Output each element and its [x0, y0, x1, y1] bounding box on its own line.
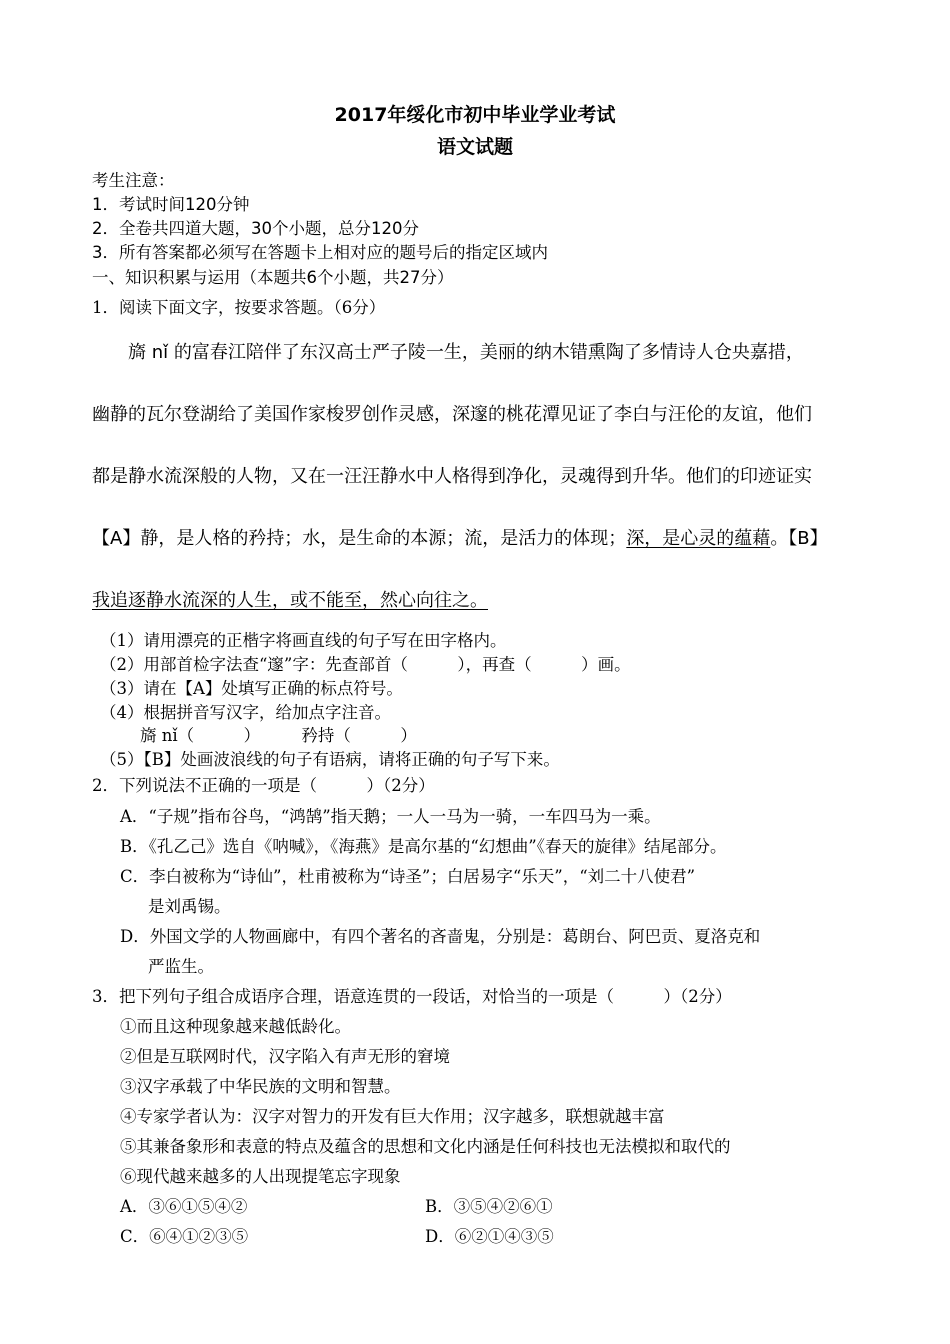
sentence-item: ②但是互联网时代，汉字陷入有声无形的窘境 — [120, 1047, 450, 1066]
passage-line: 幽静的瓦尔登湖给了美国作家梭罗创作灵感，深邃的桃花潭见证了李白与汪伦的友谊，他们 — [92, 404, 812, 425]
option-c-continued: 是刘禹锡。 — [148, 897, 231, 916]
underlined-sentence: 深，是心灵的蕴藉 — [626, 528, 771, 549]
sub-question: （2）用部首检字法查“邃”字：先查部首（ ），再查（ ）画。 — [100, 655, 631, 674]
option-b: B．③⑤④②⑥① — [425, 1197, 553, 1216]
option-a: A．③⑥①⑤④② — [120, 1197, 248, 1216]
question-3-stem: 3．把下列句子组合成语序合理，语意连贯的一段话，对恰当的一项是（ ）（2分） — [92, 987, 732, 1006]
option-c: C．李白被称为“诗仙”，杜甫被称为“诗圣”；白居易字“乐天”，“刘二十八使君” — [120, 867, 696, 886]
notice-item: 3．所有答案都必须写在答题卡上相对应的题号后的指定区域内 — [92, 243, 548, 262]
passage-text: 【A】静，是人格的矜持；水，是生命的本源；流，是活力的体现； — [92, 528, 627, 549]
sentence-item: ①而且这种现象越来越低龄化。 — [120, 1017, 351, 1036]
passage-line: 都是静水流深般的人物，又在一汪汪静水中人格得到净化，灵魂得到升华。他们的印迹证实 — [92, 466, 812, 487]
sub-question: （5）【B】处画波浪线的句子有语病，请将正确的句子写下来。 — [100, 750, 560, 769]
option-a: A．“子规”指布谷鸟，“鸿鹄”指天鹅；一人一马为一骑，一车四马为一乘。 — [120, 807, 661, 826]
notice-item: 2．全卷共四道大题，30个小题，总分120分 — [92, 219, 419, 238]
section-heading: 一、知识积累与运用（本题共6个小题，共27分） — [92, 268, 454, 287]
sentence-item: ③汉字承载了中华民族的文明和智慧。 — [120, 1077, 401, 1096]
sentence-item: ④专家学者认为：汉字对智力的开发有巨大作用；汉字越多，联想就越丰富 — [120, 1107, 665, 1126]
sentence-item: ⑥现代越来越多的人出现提笔忘字现象 — [120, 1167, 401, 1186]
sub-question: （4）根据拼音写汉字，给加点字注音。 — [100, 703, 391, 722]
sentence-item: ⑤其兼备象形和表意的特点及蕴含的思想和文化内涵是任何科技也无法模拟和取代的 — [120, 1137, 731, 1156]
option-b: B．《孔乙己》选自《呐喊》，《海燕》是高尔基的“幻想曲”《春天的旋律》结尾部分。 — [120, 837, 727, 856]
notice-heading: 考生注意： — [92, 171, 175, 190]
exam-subtitle: 语文试题 — [436, 136, 513, 158]
option-d-continued: 严监生。 — [148, 957, 214, 976]
wavy-underlined-sentence: 我追逐静水流深的人生，或不能至，然心向往之。 — [92, 590, 488, 611]
question-2-stem: 2．下列说法不正确的一项是（ ）（2分） — [92, 776, 435, 795]
exam-title: 2017年绥化市初中毕业学业考试 — [334, 104, 616, 126]
pinyin-blanks: 旖 nǐ（ ） 矜持（ ） — [140, 726, 417, 745]
question-1-stem: 1．阅读下面文字，按要求答题。（6分） — [92, 298, 386, 317]
passage-line: 旖 nǐ 的富春江陪伴了东汉高士严子陵一生，美丽的纳木错熏陶了多情诗人仓央嘉措， — [128, 342, 804, 363]
passage-text: 。【B】 — [770, 528, 828, 549]
sub-question: （3）请在【A】处填写正确的标点符号。 — [100, 679, 403, 698]
option-d: D．⑥②①④③⑤ — [425, 1227, 554, 1246]
passage-line — [92, 524, 828, 550]
option-c: C．⑥④①②③⑤ — [120, 1227, 249, 1246]
option-d: D．外国文学的人物画廊中，有四个著名的吝啬鬼，分别是：葛朗台、阿巴贡、夏洛克和 — [120, 927, 761, 946]
notice-item: 1．考试时间120分钟 — [92, 195, 250, 214]
sub-question: （1）请用漂亮的正楷字将画直线的句子写在田字格内。 — [100, 631, 507, 650]
